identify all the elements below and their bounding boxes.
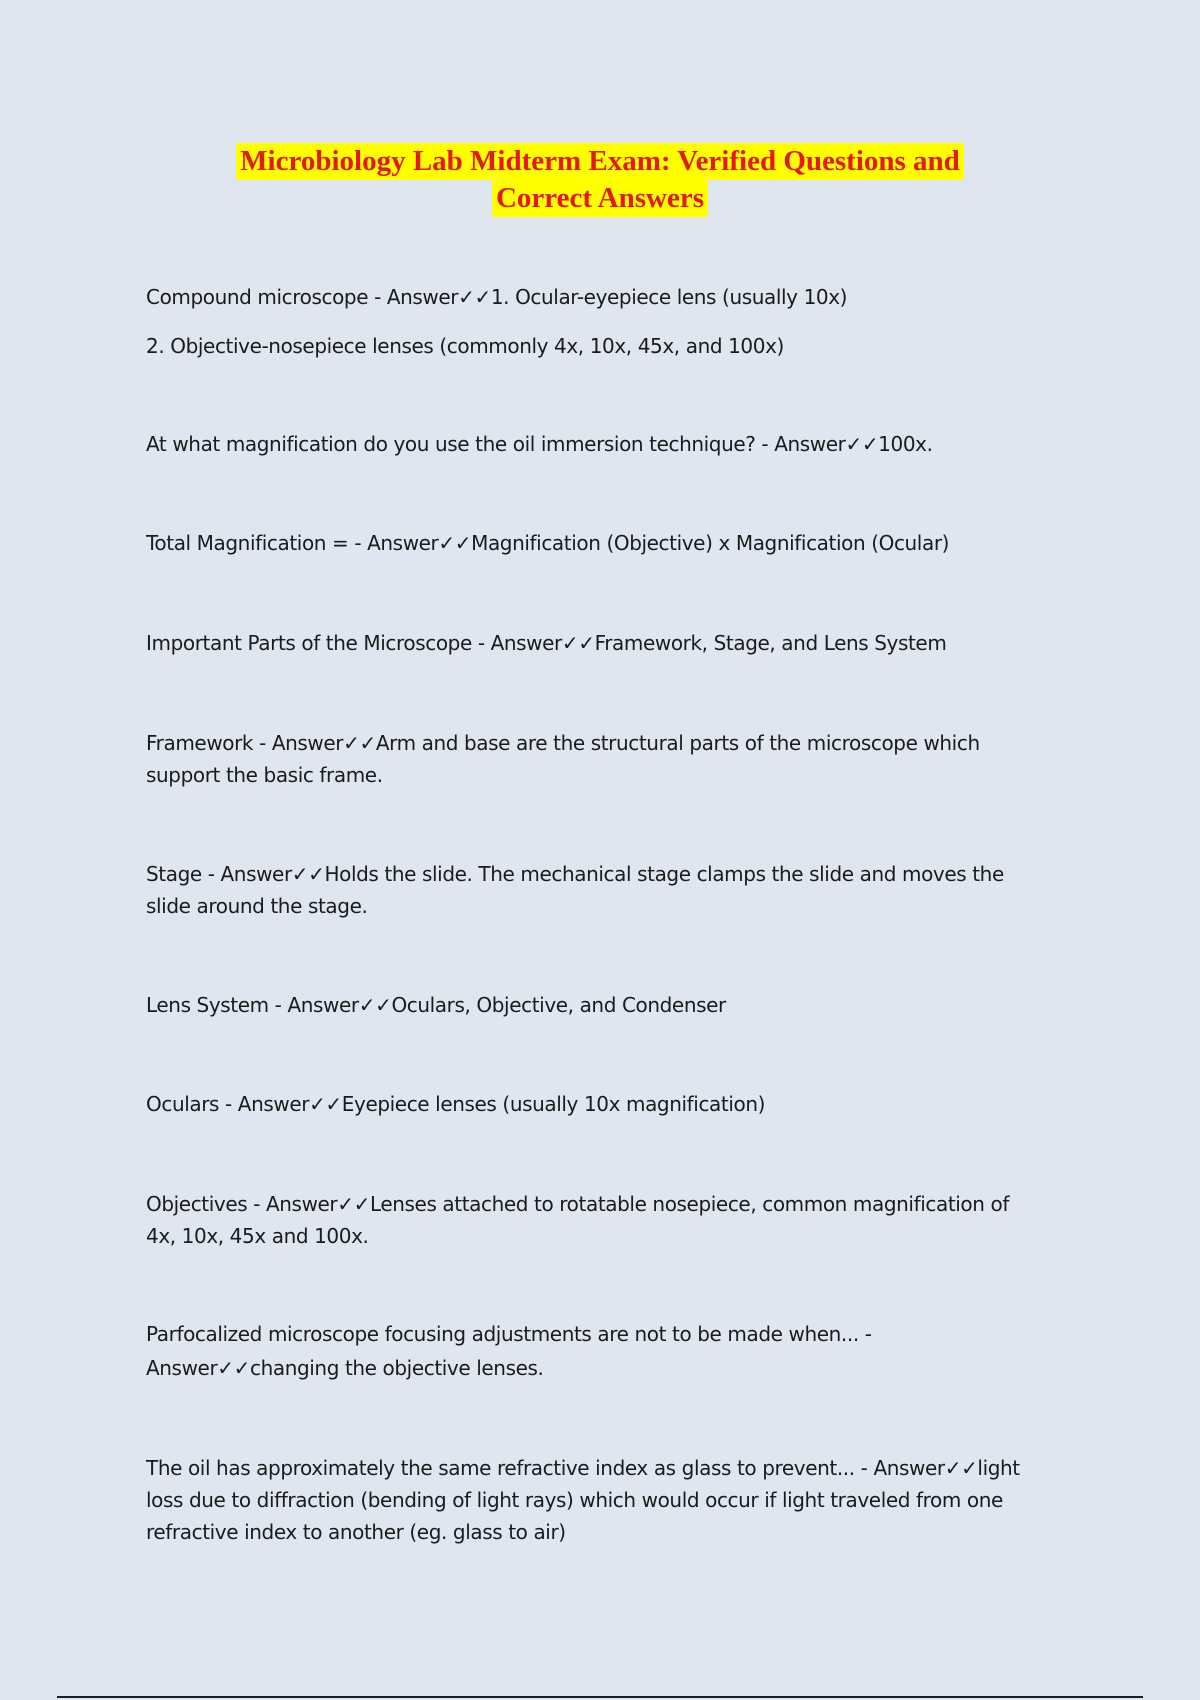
footer-rule — [57, 1696, 1143, 1698]
title-line-1: Microbiology Lab Midterm Exam: Verified Questions and — [236, 143, 964, 180]
qa-line: Compound microscope - Answer✓✓1. Ocular-eyepiece lens (usually 10x) — [146, 285, 848, 309]
qa-line: Important Parts of the Microscope - Answer✓✓Framework, Stage, and Lens System — [146, 631, 947, 655]
qa-line: 4x, 10x, 45x and 100x. — [146, 1224, 369, 1248]
document-title — [150, 143, 1050, 217]
qa-line: The oil has approximately the same refractive index as glass to prevent... - Answer✓✓light — [146, 1456, 1020, 1480]
qa-line: refractive index to another (eg. glass to air) — [146, 1520, 566, 1544]
qa-line: loss due to diffraction (bending of light rays) which would occur if light traveled from one — [146, 1488, 1003, 1512]
qa-line: Objectives - Answer✓✓Lenses attached to rotatable nosepiece, common magnification of — [146, 1192, 1009, 1216]
qa-line: slide around the stage. — [146, 894, 368, 918]
qa-line: 2. Objective-nosepiece lenses (commonly 4x, 10x, 45x, and 100x) — [146, 334, 784, 358]
title-line-2: Correct Answers — [492, 180, 708, 217]
qa-line: At what magnification do you use the oil immersion technique? - Answer✓✓100x. — [146, 432, 933, 456]
qa-line: Total Magnification = - Answer✓✓Magnification (Objective) x Magnification (Ocular) — [146, 531, 950, 555]
qa-line: Answer✓✓changing the objective lenses. — [146, 1356, 544, 1380]
qa-line: Oculars - Answer✓✓Eyepiece lenses (usually 10x magnification) — [146, 1092, 766, 1116]
qa-line: Lens System - Answer✓✓Oculars, Objective, and Condenser — [146, 993, 726, 1017]
qa-line: Stage - Answer✓✓Holds the slide. The mechanical stage clamps the slide and moves the — [146, 862, 1004, 886]
qa-line: Parfocalized microscope focusing adjustments are not to be made when... - — [146, 1322, 872, 1346]
qa-line: Framework - Answer✓✓Arm and base are the structural parts of the microscope which — [146, 731, 980, 755]
qa-line: support the basic frame. — [146, 763, 383, 787]
